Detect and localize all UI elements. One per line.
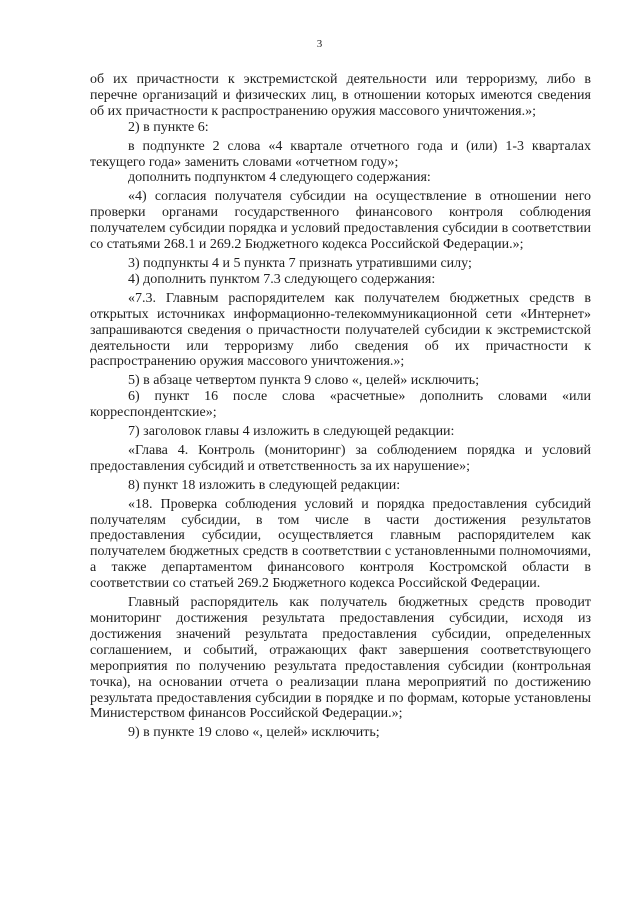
- paragraph-add-subitem-4: дополнить подпунктом 4 следующего содержания:: [128, 170, 431, 186]
- page-number: 3: [316, 38, 323, 50]
- paragraph-item-8: 8) пункт 18 изложить в следующей редакции:: [128, 477, 401, 493]
- paragraph-item-7-3-text: «7.3. Главным распорядителем как получателем бюджетных средств в открытых источниках информационно-телекоммуникационной сети «Интернет» запрашиваются сведения о причастности получателей субсидии к экстремистской деятельности или терроризму либо сведения об их причастности к распространению оружия массового уничтожения.»;: [90, 290, 591, 370]
- paragraph-item-2: 2) в пункте 6:: [128, 119, 209, 135]
- paragraph-item-18-text: «18. Проверка соблюдения условий и порядка предоставления субсидий получателям субсидии, в том числе в части достижения результатов предоставления субсидии, осуществляется главным распорядителем как получателем бюджетных средств в соответствии с установленными полномочиями, а также департаментом финансового контроля Костромской области в соответствии со статьей 269.2 Бюджетного кодекса Российской Федерации.: [90, 496, 591, 592]
- paragraph-subitem-4-text: «4) согласия получателя субсидии на осуществление в отношении него проверки органами государственного финансового контроля соблюдения получателем субсидии порядка и условий предоставления субсидии в соответствии со статьями 268.1 и 269.2 Бюджетного кодекса Российской Федерации.»;: [90, 189, 591, 253]
- paragraph-item-3: 3) подпункты 4 и 5 пункта 7 признать утратившими силу;: [128, 255, 472, 271]
- paragraph-item-9: 9) в пункте 19 слово «, целей» исключить;: [128, 725, 380, 741]
- paragraph-item-5: 5) в абзаце четвертом пункта 9 слово «, целей» исключить;: [128, 373, 480, 389]
- paragraph-item-4: 4) дополнить пунктом 7.3 следующего содержания:: [128, 271, 436, 287]
- paragraph-chapter-4-title: «Глава 4. Контроль (мониторинг) за соблюдением порядка и условий предоставления субсидий и ответственность за их нарушение»;: [90, 442, 591, 474]
- paragraph-subitem-2: в подпункте 2 слова «4 квартале отчетного года и (или) 1-3 кварталах текущего года» заменить словами «отчетном году»;: [90, 138, 591, 170]
- paragraph-monitoring: Главный распорядитель как получатель бюджетных средств проводит мониторинг достижения результата предоставления субсидии, исходя из достижения значений результата предоставления субсидии, определенных соглашением, и событий, отражающих факт завершения соответствующего мероприятия по получению результата предоставления субсидии (контрольная точка), на основании отчета о реализации плана мероприятий по достижению результата предоставления субсидии в порядке и по формам, которые установлены Министерством финансов Российской Федерации.»;: [90, 595, 591, 722]
- paragraph-continuation: об их причастности к экстремистской деятельности или терроризму, либо в перечне организаций и физических лиц, в отношении которых имеются сведения об их причастности к распространению оружия массового уничтожения.»;: [90, 72, 591, 119]
- paragraph-item-6: 6) пункт 16 после слова «расчетные» дополнить словами «или корреспондентские»;: [90, 389, 591, 421]
- paragraph-item-7: 7) заголовок главы 4 изложить в следующей редакции:: [128, 424, 455, 440]
